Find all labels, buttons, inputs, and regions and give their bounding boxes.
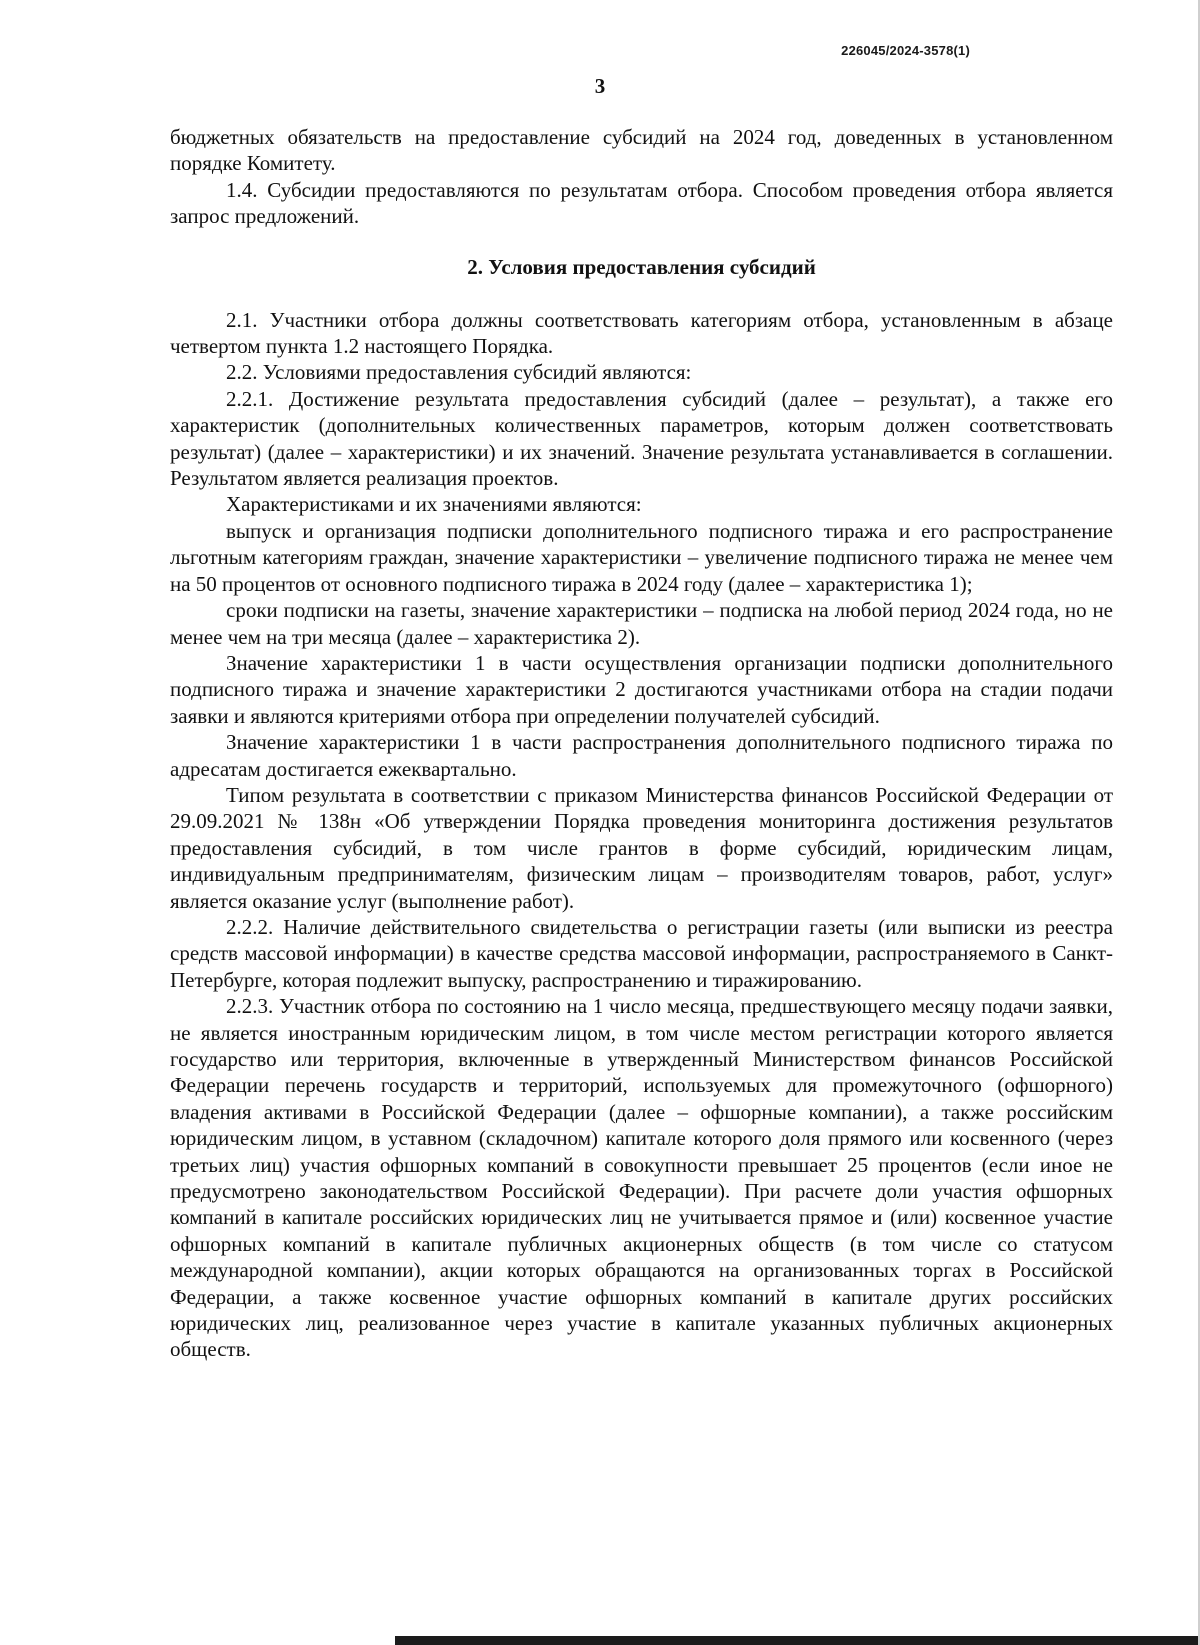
paragraph-characteristic-values: Значение характеристики 1 в части осуществления организации подписки дополнительного подписного тиража и значение характеристики 2 достигаются участниками отбора на стадии подачи заявки и являются критериями отбора при определении получателей субсидий. <box>170 650 1113 728</box>
paragraph-characteristics-intro: Характеристиками и их значениями являются: <box>226 492 642 517</box>
paragraph-2-2-1: 2.2.1. Достижение результата предоставления субсидий (далее – результат), а также его характеристик (дополнительных количественных параметров, которым должен соответствовать результат) (далее – характеристики) и их значений. Значение результата устанавливается в соглашении. Результатом является реализация проектов. <box>170 386 1113 491</box>
paragraph-2-1: 2.1. Участники отбора должны соответствовать категориям отбора, установленным в абзаце четвертом пункта 1.2 настоящего Порядка. <box>170 307 1113 359</box>
document-body <box>170 124 1113 1363</box>
section-heading: 2. Условия предоставления субсидий <box>467 254 816 279</box>
scan-edge-bar <box>395 1636 1200 1645</box>
paragraph-characteristic-1-distribution: Значение характеристики 1 в части распространения дополнительного подписного тиража по адресатам достигается ежеквартально. <box>170 730 1113 781</box>
paragraph-characteristic-2: сроки подписки на газеты, значение характеристики – подписка на любой период 2024 года, но не менее чем на три месяца (далее – характеристика 2). <box>170 598 1113 649</box>
paragraph-1-4: 1.4. Субсидии предоставляются по результатам отбора. Способом проведения отбора является запрос предложений. <box>170 177 1113 229</box>
paragraph-2-2: 2.2. Условиями предоставления субсидий являются: <box>226 360 692 385</box>
document-registration-number: 226045/2024-3578(1) <box>841 43 970 58</box>
paragraph-result-type: Типом результата в соответствии с приказом Министерства финансов Российской Федерации от 29.09.2021 № 138н «Об утверждении Порядка проведения мониторинга достижения результатов предоставления субсидий, в том числе грантов в форме субсидий, юридическим лицам, индивидуальным предпринимателям, физическим лицам – производителям товаров, работ, услуг» является оказание услуг (выполнение работ). <box>170 782 1113 913</box>
page-number: 3 <box>594 74 606 98</box>
paragraph-characteristic-1: выпуск и организация подписки дополнительного подписного тиража и его распространение льготным категориям граждан, значение характеристики – увеличение подписного тиража не менее чем на 50 процентов от основного подписного тиража в 2024 году (далее – характеристика 1); <box>170 518 1113 596</box>
paragraph-continuation: бюджетных обязательств на предоставление субсидий на 2024 год, доведенных в установленном порядке Комитету. <box>170 125 1113 176</box>
paragraph-2-2-2: 2.2.2. Наличие действительного свидетельства о регистрации газеты (или выписки из реестра средств массовой информации) в качестве средства массовой информации, распространяемого в Санкт-Петербурге, которая подлежит выпуску, распространению и тиражированию. <box>170 914 1113 992</box>
paragraph-2-2-3: 2.2.3. Участник отбора по состоянию на 1 число месяца, предшествующего месяцу подачи заявки, не является иностранным юридическим лицом, в том числе местом регистрации которого является государство или территория, включенные в утвержденный Министерством финансов Российской Федерации перечень государств и территорий, используемых для промежуточного (офшорного) владения активами в Российской Федерации (далее – офшорные компании), а также российским юридическим лицом, в уставном (складочном) капитале которого доля прямого или косвенного (через третьих лиц) участия офшорных компаний в совокупности превышает 25 процентов (если иное не предусмотрено законодательством Российской Федерации). При расчете доли участия офшорных компаний в капитале российских юридических лиц не учитывается прямое и (или) косвенное участие офшорных компаний в капитале публичных акционерных обществ (в том числе со статусом международной компании), акции которых обращаются на организованных торгах в Российской Федерации, а также косвенное участие офшорных компаний в капитале других российских юридических лиц, реализованное через участие в капитале указанных публичных акционерных обществ. <box>170 994 1113 1362</box>
